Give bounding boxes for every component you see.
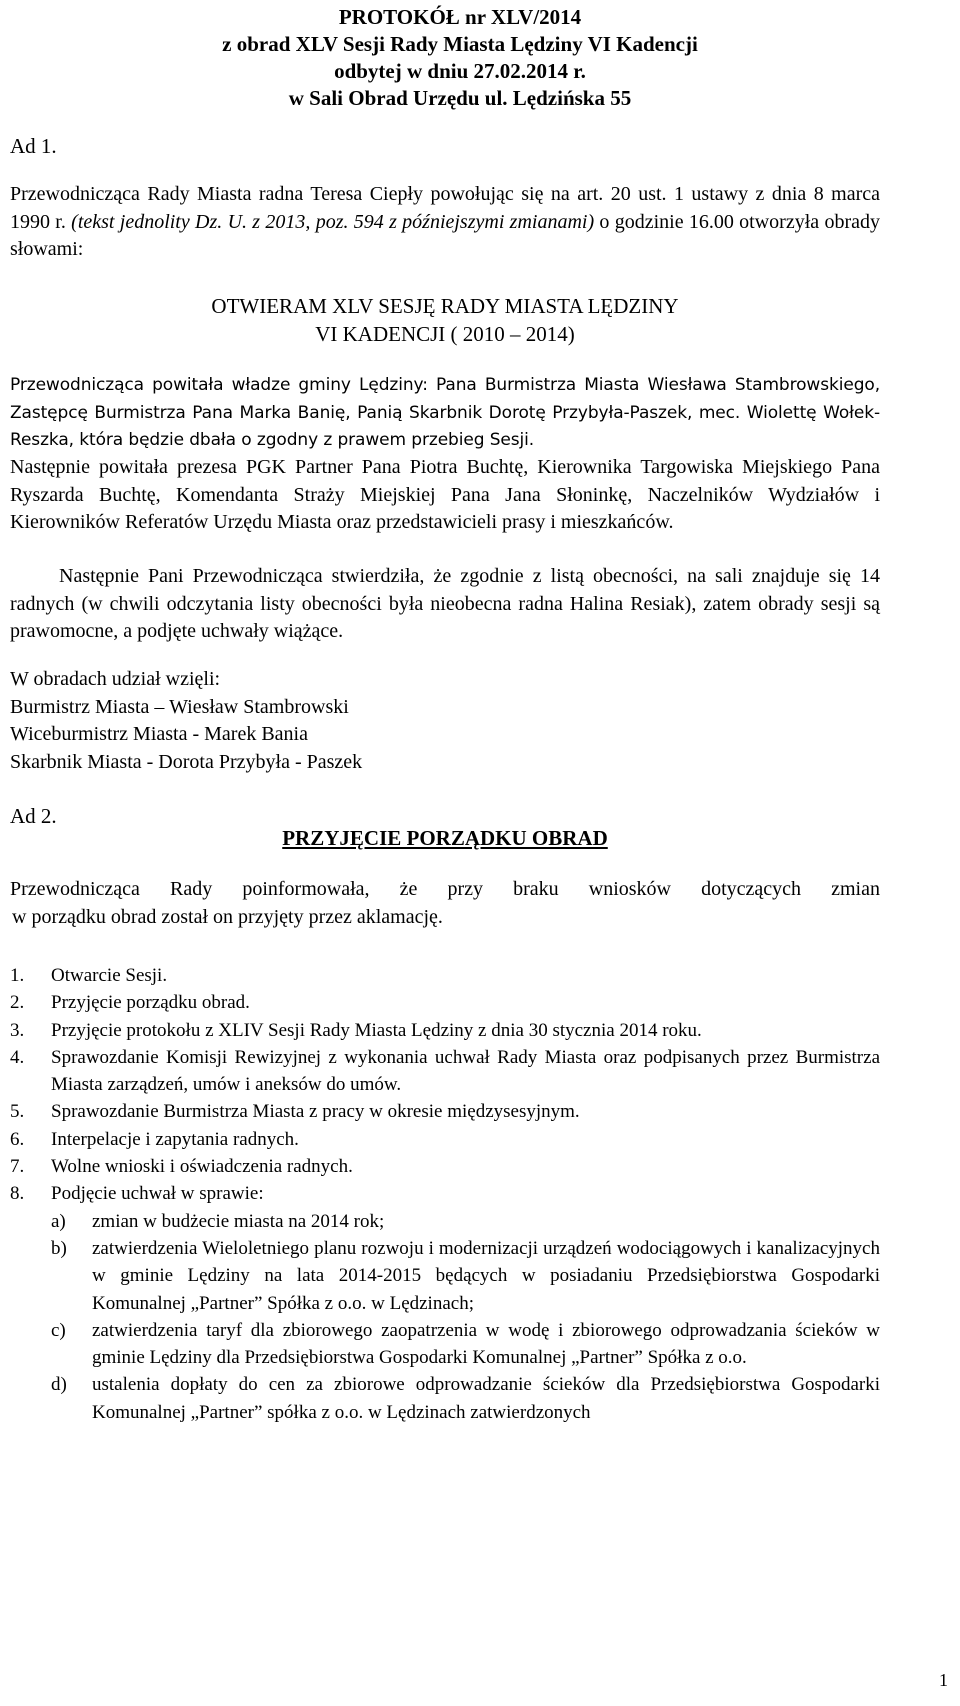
paragraph-line: Przewodnicząca Rady poinformowała, że przy braku wniosków dotyczących zmian bbox=[10, 878, 880, 900]
agenda-number: 1. bbox=[10, 965, 25, 986]
header-line: PROTOKÓŁ nr XLV/2014 bbox=[338, 5, 582, 29]
subitem-letter: b) bbox=[51, 1237, 67, 1259]
agenda-text: Sprawozdanie Komisji Rewizyjnej z wykonania uchwał Rady Miasta oraz podpisanych przez Burmistrza Miasta zarządzeń, umów i aneksów do umów. bbox=[51, 1046, 880, 1096]
page-number: 1 bbox=[939, 1670, 948, 1690]
section-label-ad1: Ad 1. bbox=[10, 134, 57, 158]
opening-line: OTWIERAM XLV SESJĘ RADY MIASTA LĘDZINY bbox=[211, 294, 679, 318]
agenda-text: Przyjęcie protokołu z XLIV Sesji Rady Miasta Lędziny z dnia 30 stycznia 2014 roku. bbox=[51, 1019, 702, 1041]
attendance-heading: W obradach udział wzięli: bbox=[10, 668, 221, 690]
agenda-text: Interpelacje i zapytania radnych. bbox=[51, 1128, 299, 1150]
opening-paragraph bbox=[10, 181, 880, 264]
quorum-paragraph: Następnie Pani Przewodnicząca stwierdziła, że zgodnie z listą obecności, na sali znajduje się 14 radnych (w chwili odczytania listy obecności była nieobecna radna Halina Resiak), zatem obrady sesji są prawomocne, a podjęte uchwały wiążące. bbox=[10, 565, 880, 642]
section-title: PRZYJĘCIE PORZĄDKU OBRAD bbox=[282, 826, 608, 850]
agenda-subitem bbox=[51, 1235, 880, 1317]
agenda-text: Wolne wnioski i oświadczenia radnych. bbox=[51, 1156, 353, 1178]
opening-statement bbox=[10, 292, 880, 348]
agenda-number: 3. bbox=[10, 1019, 25, 1041]
subitem-letter: d) bbox=[51, 1374, 67, 1396]
agenda-number: 6. bbox=[10, 1128, 25, 1150]
attendee: Burmistrz Miasta – Wiesław Stambrowski bbox=[10, 695, 349, 718]
greeting-paragraph: Przewodnicząca powitała władze gminy Lędziny: Pana Burmistrza Miasta Wiesława Stambrowskiego, Zastępcę Burmistrza Pana Marka Banię, Panią Skarbnik Dorotę Przybyła-Paszek, mec. Wiolettę Wołek-Reszka, która będzie dbała o zgodny z prawem przebieg Sesji. bbox=[10, 375, 880, 450]
agenda-item bbox=[10, 1044, 880, 1099]
subitem-text: ustalenia dopłaty do cen za zbiorowe odprowadzanie ścieków dla Przedsiębiorstwa Gospodarki Komunalnej „Partner” spółka z o.o. w Lędzinach zatwierdzonych bbox=[92, 1374, 880, 1423]
header-line: odbytej w dniu 27.02.2014 r. bbox=[334, 59, 586, 83]
agenda-list bbox=[10, 962, 880, 1426]
attendee: Wiceburmistrz Miasta - Marek Bania bbox=[10, 723, 308, 745]
agenda-text: Sprawozdanie Burmistrza Miasta z pracy w okresie międzysesyjnym. bbox=[51, 1101, 580, 1123]
attendee: Skarbnik Miasta - Dorota Przybyła - Paszek bbox=[10, 750, 363, 773]
paragraph-text: o godzinie 16.00 otworzyła obrady słowami: bbox=[10, 210, 880, 260]
opening-line: VI KADENCJI ( 2010 – 2014) bbox=[315, 322, 575, 346]
protocol-header bbox=[180, 4, 740, 112]
section-label-ad2: Ad 2. bbox=[10, 804, 57, 828]
agenda-text: Otwarcie Sesji. bbox=[51, 965, 168, 986]
agenda-item bbox=[10, 962, 880, 989]
agenda-item bbox=[10, 1098, 880, 1125]
agenda-subitem bbox=[51, 1371, 880, 1426]
agenda-number: 2. bbox=[10, 992, 25, 1014]
header-line: z obrad XLV Sesji Rady Miasta Lędziny VI Kadencji bbox=[222, 32, 698, 56]
agenda-item bbox=[10, 989, 880, 1016]
subitem-letter: c) bbox=[51, 1319, 66, 1341]
legal-reference: (tekst jednolity Dz. U. z 2013, poz. 594 z późniejszymi zmianami) bbox=[71, 210, 595, 233]
subitem-letter: a) bbox=[51, 1210, 66, 1232]
agenda-text: Podjęcie uchwał w sprawie: bbox=[51, 1183, 264, 1205]
agenda-number: 5. bbox=[10, 1101, 25, 1123]
paragraph-text: Przewodnicząca Rady Miasta radna Teresa Ciepły powołując się na art. 20 ust. 1 ustawy z dnia 8 marca 1990 r. bbox=[10, 183, 880, 233]
attendance-list bbox=[10, 666, 362, 776]
subitem-text: zatwierdzenia taryf dla zbiorowego zaopatrzenia w wodę i zbiorowego odprowadzania ścieków w gminie Lędziny dla Przedsiębiorstwa Gospodarki Komunalnej „Partner” Spółka z o.o. bbox=[92, 1319, 880, 1369]
agenda-item bbox=[10, 1126, 880, 1153]
agenda-number: 7. bbox=[10, 1156, 25, 1178]
agenda-number: 8. bbox=[10, 1183, 25, 1205]
agenda-item bbox=[10, 1153, 880, 1180]
agenda-intro-paragraph bbox=[10, 876, 880, 931]
subitem-text: zmian w budżecie miasta na 2014 rok; bbox=[92, 1210, 385, 1232]
agenda-item bbox=[10, 1017, 880, 1044]
agenda-text: Przyjęcie porządku obrad. bbox=[51, 992, 250, 1014]
guests-paragraph: Następnie powitała prezesa PGK Partner Pana Piotra Buchtę, Kierownika Targowiska Miejskiego Pana Ryszarda Buchtę, Komendanta Straży Miejskiej Pana Jana Słoninkę, Naczelników Wydziałów i Kierowników Referatów Urzędu Miasta oraz przedstawicieli prasy i mieszkańców. bbox=[10, 456, 880, 533]
header-line: w Sali Obrad Urzędu ul. Lędzińska 55 bbox=[288, 86, 632, 110]
agenda-subitem bbox=[51, 1317, 880, 1372]
agenda-subitem bbox=[51, 1208, 880, 1235]
subitem-text: zatwierdzenia Wieloletniego planu rozwoju i modernizacji urządzeń wodociągowych i kanalizacyjnych w gminie Lędziny na lata 2014-2015 będących w posiadaniu Przedsiębiorstwa Gospodarki Komunalnej „Partner” Spółka z o.o. w Lędzinach; bbox=[92, 1237, 880, 1314]
agenda-item bbox=[10, 1180, 880, 1207]
agenda-number: 4. bbox=[10, 1046, 25, 1068]
paragraph-line: w porządku obrad został on przyjęty przez aklamację. bbox=[12, 905, 443, 928]
